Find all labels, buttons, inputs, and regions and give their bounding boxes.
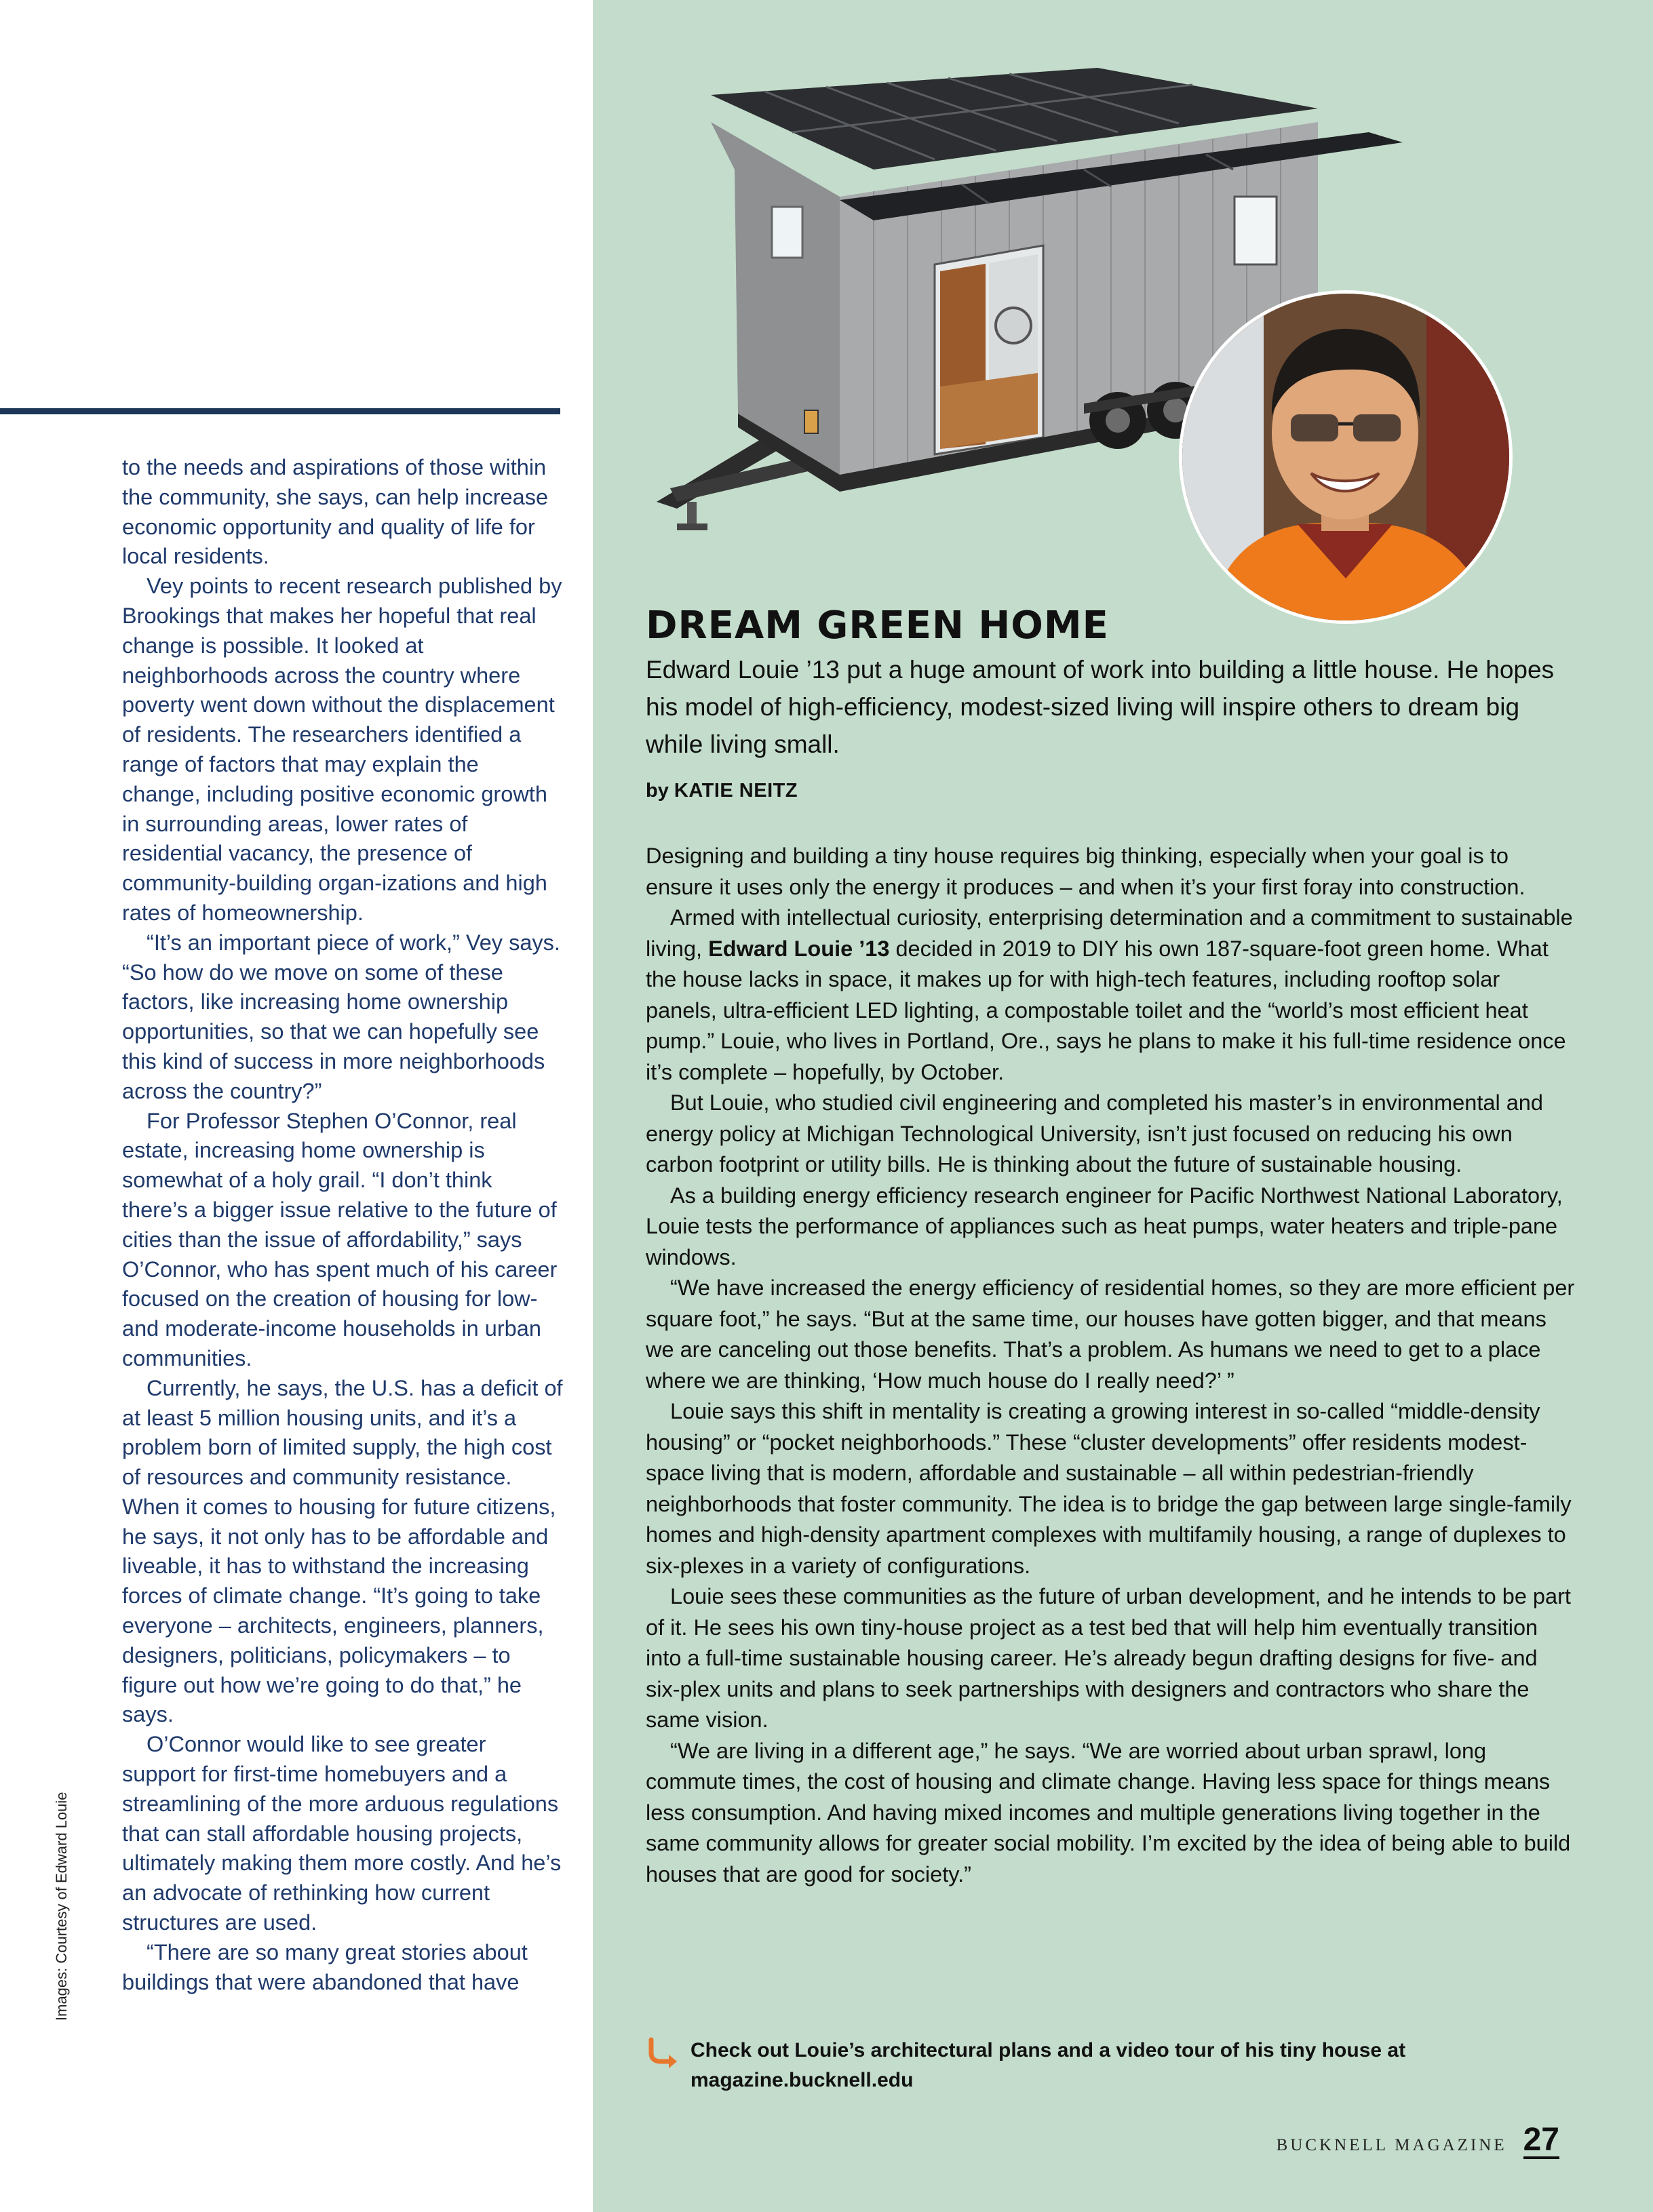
left-paragraph: O’Connor would like to see greater support for first-time homebuyers and a streamlining of the more arduous regulations that can stall affordable housing projects, ultimately making them more costly. And he’s an advocate of rethinking how current structures are used. [122,1732,562,1935]
portrait-photo [1179,290,1513,624]
left-paragraph: For Professor Stephen O’Connor, real estate, increasing home ownership is somewhat of a holy grail. “I don’t think there’s a bigger issue relative to the future of cities than the issue of affordability,” says O’Connor, who has spent much of his career focused on the creation of housing for low- and moderate-income households in urban communities. [122,1108,558,1370]
image-credit: Images: Courtesy of Edward Louie [53,1792,70,2021]
body-text: decided in 2019 to DIY his own 187-square-foot green home. What the house lacks in space, it makes up for with high-tech features, including rooftop solar panels, ultra-efficient LED lighting, a compostable toilet and the “world’s most efficient heat pump.” Louie, who lives in Portland, Ore., says he plans to make it his full-time residence once it’s complete – hopefully, by October. [646,936,1566,1084]
section-rule [0,408,560,414]
body-paragraph: “We are living in a different age,” he says. “We are worried about urban sprawl, long commute times, the cost of housing and climate change. Having less space for things means less consumption. And having mixed incomes and multiple generations living together in the same community allows for greater social mobility. I’m excited by the idea of being able to build houses that are good for society.” [646,1738,1571,1887]
left-column-text [122,453,563,1997]
article-headline: DREAM GREEN HOME [646,604,1109,648]
left-paragraph: to the needs and aspirations of those within the community, she says, can help increase economic opportunity and quality of life for local residents. [122,455,549,569]
article-body [646,841,1575,1890]
byline-prefix: by [646,780,669,802]
body-paragraph: As a building energy efficiency research engineer for Pacific Northwest National Laboratory, Louie tests the performance of appliances such as heat pumps, water heaters and triple-pane windows. [646,1183,1563,1269]
left-paragraph: Vey points to recent research published by Brookings that makes her hopeful that real change is possible. It looked at neighborhoods across the country where poverty went down without the displacement of residents. The researchers identified a range of factors that may explain the change, including positive economic growth in surrounding areas, lower rates of residential vacancy, the presence of community-building organ-izations and high rates of homeownership. [122,574,562,925]
article-deck: Edward Louie ’13 put a huge amount of work into building a little house. He hopes his model of high-efficiency, modest-sized living will inspire others to dream big while living small. [646,656,1555,758]
body-text: Armed with intellectual curiosity, enterprising determination and a commitment to sustainable living, [646,905,1573,961]
curved-arrow-icon [646,2036,680,2070]
page-footer [1277,2121,1559,2159]
body-paragraph: Designing and building a tiny house requires big thinking, especially when your goal is to ensure it uses only the energy it produces – and when it’s your first foray into construction. [646,844,1525,899]
left-paragraph: Currently, he says, the U.S. has a deficit of at least 5 million housing units, and it’s a problem born of limited supply, the high cost of resources and community resistance. When it comes to housing for future citizens, he says, it not only has to be affordable and liveable, it has to withstand the increasing forces of climate change. “It’s going to take everyone – architects, engineers, planners, designers, politicians, policymakers – to figure out how we’re going to do that,” he says. [122,1375,563,1727]
left-paragraph: “There are so many great stories about buildings that were abandoned that have [122,1939,528,1994]
portrait-drawing [1182,294,1509,620]
callout-text [691,2036,1504,2095]
callout-link[interactable]: magazine.bucknell.edu [691,2069,914,2091]
article-byline [646,780,798,802]
page-number: 27 [1523,2122,1559,2158]
byline-author: KATIE NEITZ [674,780,798,802]
body-paragraph [646,903,1575,1088]
left-paragraph: “It’s an important piece of work,” Vey says. “So how do we move on some of these factors, like increasing home ownership opportunities, so that we can hopefully see this kind of success in more neighborhoods across the country?” [122,930,560,1103]
body-paragraph: Louie sees these communities as the future of urban development, and he intends to be part of it. He sees his own tiny-house project as a test bed that will help him eventually transition into a full-time sustainable housing career. He’s already begun drafting designs for five- and six-plex units and plans to seek partnerships with designers and contractors who share the same vision. [646,1584,1571,1732]
body-paragraph: But Louie, who studied civil engineering and completed his master’s in environmental and energy policy at Michigan Technological University, isn’t just focused on reducing his own carbon footprint or utility bills. He is thinking about the future of sustainable housing. [646,1090,1543,1177]
body-paragraph: “We have increased the energy efficiency of residential homes, so they are more efficient per square foot,” he says. “But at the same time, our houses have gotten bigger, and that means we are canceling out those benefits. That’s a problem. As humans we need to get to a place where we are thinking, ‘How much house do I really need?’ ” [646,1276,1575,1393]
callout-line: Check out Louie’s architectural plans and a video tour of his tiny house at [691,2039,1406,2061]
left-column [0,0,593,2212]
body-paragraph: Louie says this shift in mentality is creating a growing interest in so-called “middle-density housing” or “pocket neighborhoods.” These “cluster developments” offer residents modest-space living that is modern, affordable and sustainable – all within pedestrian-friendly neighborhoods that foster community. The idea is to bridge the gap between large single-family homes and high-density apartment complexes with multifamily housing, a range of duplexes to six-plexes in a variety of configurations. [646,1399,1572,1578]
magazine-name: BUCKNELL MAGAZINE [1276,2136,1507,2154]
body-bold-name: Edward Louie ’13 [708,936,890,961]
